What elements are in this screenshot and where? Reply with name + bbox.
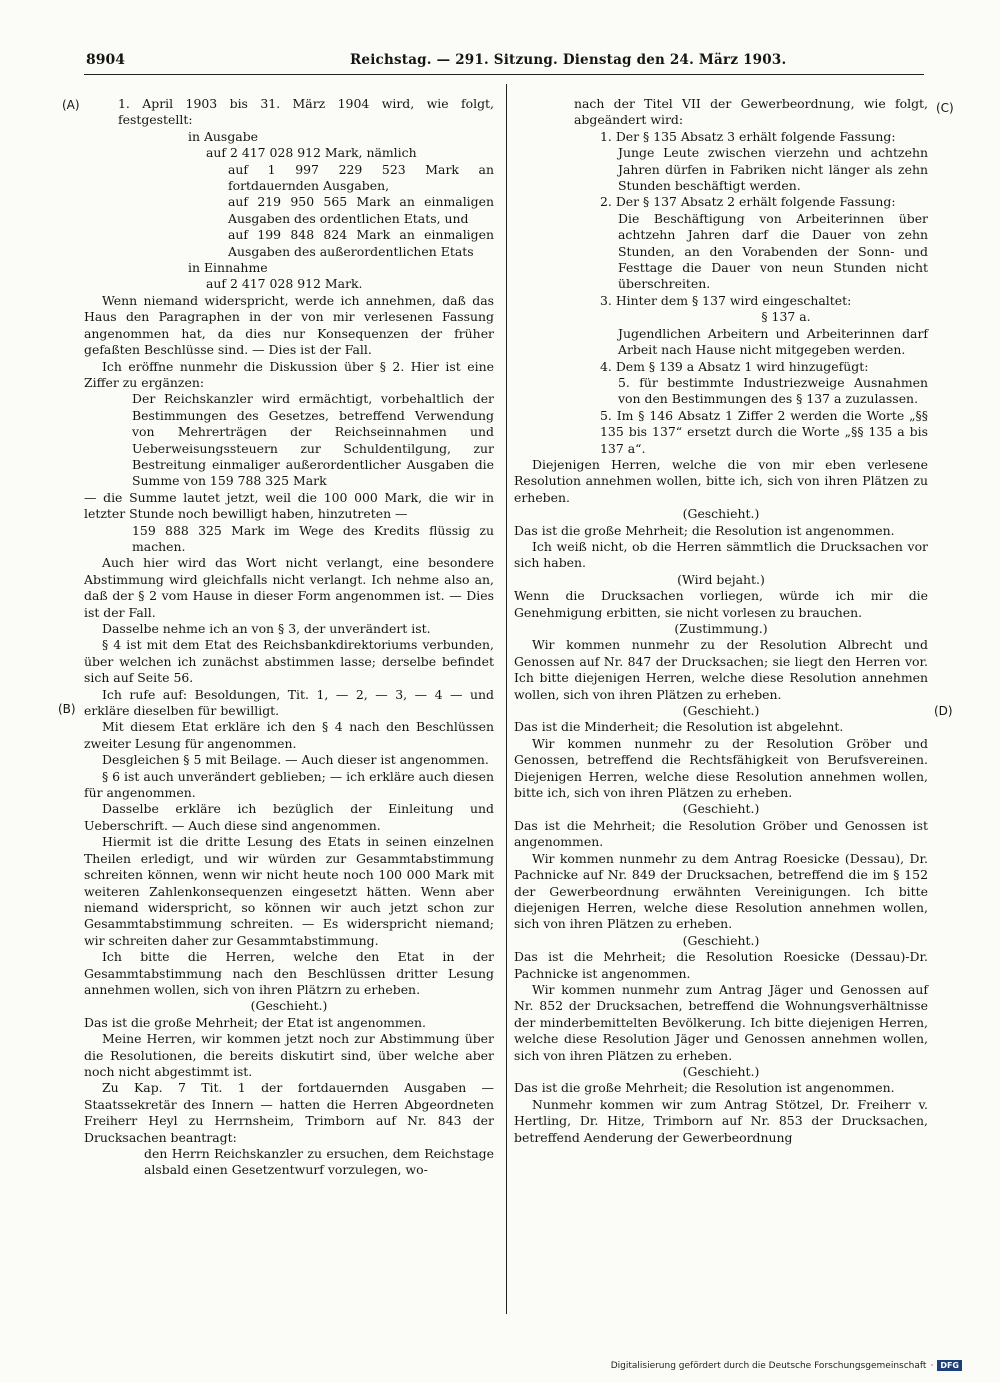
stage-direction: (Geschieht.) [682, 1063, 760, 1079]
paragraph: Hiermit ist die dritte Lesung des Etats in seinen einzelnen Theilen erledigt, und wir würden zur Gesammtabstimmung schreiten können, wenn wir nicht heute noch 100 000 Mark mit weiteren Zahlenkonsequenzen eingesetzt hätten. Wenn aber niemand widerspricht, so können wir auch jetzt schon zur Gesammtabstimmung schreiten. — Es widerspricht niemand; wir schreiten daher zur Gesammtabstimmung. [84, 834, 494, 948]
paragraph: auf 2 417 028 912 Mark, nämlich [206, 145, 417, 161]
paragraph: auf 219 950 565 Mark an einmaligen Ausgaben des ordentlichen Etats, und [228, 194, 494, 226]
paragraph: auf 1 997 229 523 Mark an fortdauernden Ausgaben, [228, 161, 494, 194]
paragraph: Wenn die Drucksachen vorliegen, würde ich mir die Genehmigung erbitten, sie nicht vorlesen zu brauchen. [514, 588, 928, 620]
page-number: 8904 [86, 52, 125, 68]
margin-marker-a: (A) [62, 98, 80, 112]
paragraph: § 4 ist mit dem Etat des Reichsbankdirektoriums verbunden, über welchen ich zunächst abstimmen lasse; derselbe befindet sich auf Seite 56. [84, 637, 494, 686]
quoted-text: Der Reichskanzler wird ermächtigt, vorbehaltlich der Bestimmungen des Gesetzes, betreffend Verwendung von Mehrerträgen der Reichseinnahmen und Ueberweisungssteuern zur Schuldentilgung, zur Bestreitung einmaliger außerordentlicher Ausgaben die Summe von 159 788 325 Mark [132, 391, 494, 489]
list-item: 1. Der § 135 Absatz 3 erhält folgende Fassung: [600, 128, 896, 144]
running-title: Reichstag. — 291. Sitzung. Dienstag den 24. März 1903. [350, 52, 787, 68]
right-column [514, 96, 928, 1146]
paragraph: Wir kommen nunmehr zu der Resolution Gröber und Genossen, betreffend die Rechtsfähigkeit von Berufsvereinen. Diejenigen Herren, welche diese Resolution annehmen wollen, bitte ich, sich von ihren Plätzen zu erheben. [514, 735, 928, 801]
header-rule [84, 74, 924, 75]
paragraph: Meine Herren, wir kommen jetzt noch zur Abstimmung über die Resolutionen, die bereits diskutirt sind, über welche aber noch nicht abgestimmt ist. [84, 1031, 494, 1079]
margin-marker-d: (D) [934, 704, 953, 718]
column-divider [506, 84, 507, 1314]
paragraph: Dasselbe erkläre ich bezüglich der Einleitung und Ueberschrift. — Auch diese sind angenommen. [84, 801, 494, 833]
stage-direction: (Geschieht.) [682, 506, 760, 522]
paragraph: Wir kommen nunmehr zu dem Antrag Roesicke (Dessau), Dr. Pachnicke auf Nr. 849 der Drucksachen, betreffend die im § 152 der Gewerbeordnung erwähnten Vereinigungen. Ich bitte diejenigen Herren, welche diese Resolution annehmen wollen, sich von ihren Plätzen zu erheben. [514, 850, 928, 932]
paragraph: Ich rufe auf: Besoldungen, Tit. 1, — 2, — 3, — 4 — und erkläre dieselben für bewilligt. [84, 686, 494, 719]
quoted-text: Junge Leute zwischen vierzehn und achtzehn Jahren dürfen in Fabriken nicht länger als zehn Stunden beschäftigt werden. [618, 145, 928, 194]
paragraph: Ich bitte die Herren, welche den Etat in der Gesammtabstimmung nach den Beschlüssen dritter Lesung annehmen wollen, sich von ihren Plätzrn zu erheben. [84, 949, 494, 997]
left-column [84, 96, 494, 1179]
margin-marker-c: (C) [936, 101, 954, 115]
paragraph: 1. April 1903 bis 31. März 1904 wird, wie folgt, festgestellt: [118, 96, 494, 128]
stage-direction: (Geschieht.) [682, 801, 760, 817]
stage-direction: (Geschieht.) [682, 703, 760, 719]
list-item: 4. Dem § 139 a Absatz 1 wird hinzugefügt: [600, 358, 869, 374]
paragraph: in Einnahme [188, 260, 268, 276]
paragraph: Ich weiß nicht, ob die Herren sämmtlich die Drucksachen vor sich haben. [514, 538, 928, 571]
paragraph: Diejenigen Herren, welche die von mir eben verlesene Resolution annehmen wollen, bitte ich, sich von ihren Plätzen zu erheben. [514, 456, 928, 505]
paragraph: auf 199 848 824 Mark an einmaligen Ausgaben des außerordentlichen Etats [228, 227, 494, 259]
list-item: 2. Der § 137 Absatz 2 erhält folgende Fassung: [600, 194, 896, 210]
quoted-text: Die Beschäftigung von Arbeiterinnen über achtzehn Jahren darf die Dauer von zehn Stunden, an den Vorabenden der Sonn- und Festtage die Dauer von neun Stunden nicht überschreiten. [618, 210, 928, 292]
paragraph: Wir kommen nunmehr zum Antrag Jäger und Genossen auf Nr. 852 der Drucksachen, betreffend die Wohnungsverhältnisse der minderbemittelten Bevölkerung. Ich bitte diejenigen Herren, welche diese Resolution Jäger und Genossen annehmen wollen, sich von ihren Plätzen zu erheben. [514, 981, 928, 1063]
quoted-text: 5. für bestimmte Industriezweige Ausnahmen von den Bestimmungen des § 137 a zuzulassen. [618, 374, 928, 407]
paragraph: Das ist die große Mehrheit; die Resolution ist angenommen. [514, 1080, 895, 1096]
stage-direction: (Geschieht.) [682, 932, 760, 948]
list-item: 5. Im § 146 Absatz 1 Ziffer 2 werden die Worte „§§ 135 bis 137“ ersetzt durch die Worte „§§ 135 a bis 137 a“. [600, 407, 928, 456]
paragraph: Das ist die große Mehrheit; der Etat ist angenommen. [84, 1014, 426, 1030]
paragraph: Auch hier wird das Wort nicht verlangt, eine besondere Abstimmung wird gleichfalls nicht verlangt. Ich nehme also an, daß der § 2 vom Hause in dieser Form angenommen ist. — Dies ist der Fall. [84, 555, 494, 620]
dfg-logo: DFG [937, 1360, 962, 1371]
stage-direction: (Geschieht.) [250, 998, 328, 1014]
paragraph: Das ist die Mehrheit; die Resolution Gröber und Genossen ist angenommen. [514, 817, 928, 850]
section-heading: § 137 a. [761, 309, 811, 325]
paragraph: Nunmehr kommen wir zum Antrag Stötzel, Dr. Freiherr v. Hertling, Dr. Hitze, Trimborn auf Nr. 853 der Drucksachen, betreffend Aenderung der Gewerbeordnung [514, 1096, 928, 1145]
stage-direction: (Wird bejaht.) [677, 571, 765, 587]
quoted-text: Jugendlichen Arbeitern und Arbeiterinnen darf Arbeit nach Hause nicht mitgegeben werden. [618, 325, 928, 358]
paragraph: Ich eröffne nunmehr die Diskussion über § 2. Hier ist eine Ziffer zu ergänzen: [84, 358, 494, 390]
stage-direction: (Zustimmung.) [674, 621, 768, 636]
page-header [62, 52, 972, 72]
paragraph: Dasselbe nehme ich an von § 3, der unverändert ist. [102, 621, 431, 636]
paragraph: auf 2 417 028 912 Mark. [206, 276, 363, 292]
list-item: 3. Hinter dem § 137 wird eingeschaltet: [600, 292, 852, 308]
paragraph: Wenn niemand widerspricht, werde ich annehmen, daß das Haus den Paragraphen in der von mir verlesenen Fassung angenommen hat, da dies nur Konsequenzen der früher gefaßten Beschlüsse sind. — Dies ist der Fall. [84, 292, 494, 358]
quoted-text: nach der Titel VII der Gewerbeordnung, wie folgt, abgeändert wird: [574, 96, 928, 128]
quoted-text: den Herrn Reichskanzler zu ersuchen, dem Reichstage alsbald einen Gesetzentwurf vorzulegen, wo- [144, 1146, 494, 1178]
paragraph: Zu Kap. 7 Tit. 1 der fortdauernden Ausgaben — Staatssekretär des Innern — hatten die Herren Abgeordneten Freiherr Heyl zu Herrnsheim, Trimborn auf Nr. 843 der Drucksachen beantragt: [84, 1080, 494, 1145]
paragraph: Das ist die große Mehrheit; die Resolution ist angenommen. [514, 522, 895, 538]
paragraph: § 6 ist auch unverändert geblieben; — ich erkläre auch diesen für angenommen. [84, 768, 494, 801]
paragraph: Desgleichen § 5 mit Beilage. — Auch dieser ist angenommen. [102, 752, 489, 768]
paragraph: Mit diesem Etat erkläre ich den § 4 nach den Beschlüssen zweiter Lesung für angenommen. [84, 719, 494, 751]
funding-credit: Digitalisierung gefördert durch die Deutsche Forschungsgemeinschaft · DFG [611, 1360, 962, 1371]
quoted-text: 159 888 325 Mark im Wege des Kredits flüssig zu machen. [132, 522, 494, 554]
margin-marker-b: (B) [58, 702, 76, 716]
funding-credit-text: Digitalisierung gefördert durch die Deutsche Forschungsgemeinschaft [610, 1360, 927, 1371]
paragraph: in Ausgabe [188, 128, 259, 144]
paragraph: Wir kommen nunmehr zu der Resolution Albrecht und Genossen auf Nr. 847 der Drucksachen; sie liegt den Herren vor. Ich bitte diejenigen Herren, welche diese Resolution annehmen wollen, sich von ihren Plätzen zu erheben. [514, 637, 928, 702]
paragraph: — die Summe lautet jetzt, weil die 100 000 Mark, die wir in letzter Stunde noch bewilligt haben, hinzutreten — [84, 489, 494, 522]
paragraph: Das ist die Mehrheit; die Resolution Roesicke (Dessau)-Dr. Pachnicke ist angenommen. [514, 949, 928, 981]
paragraph: Das ist die Minderheit; die Resolution ist abgelehnt. [514, 719, 844, 735]
